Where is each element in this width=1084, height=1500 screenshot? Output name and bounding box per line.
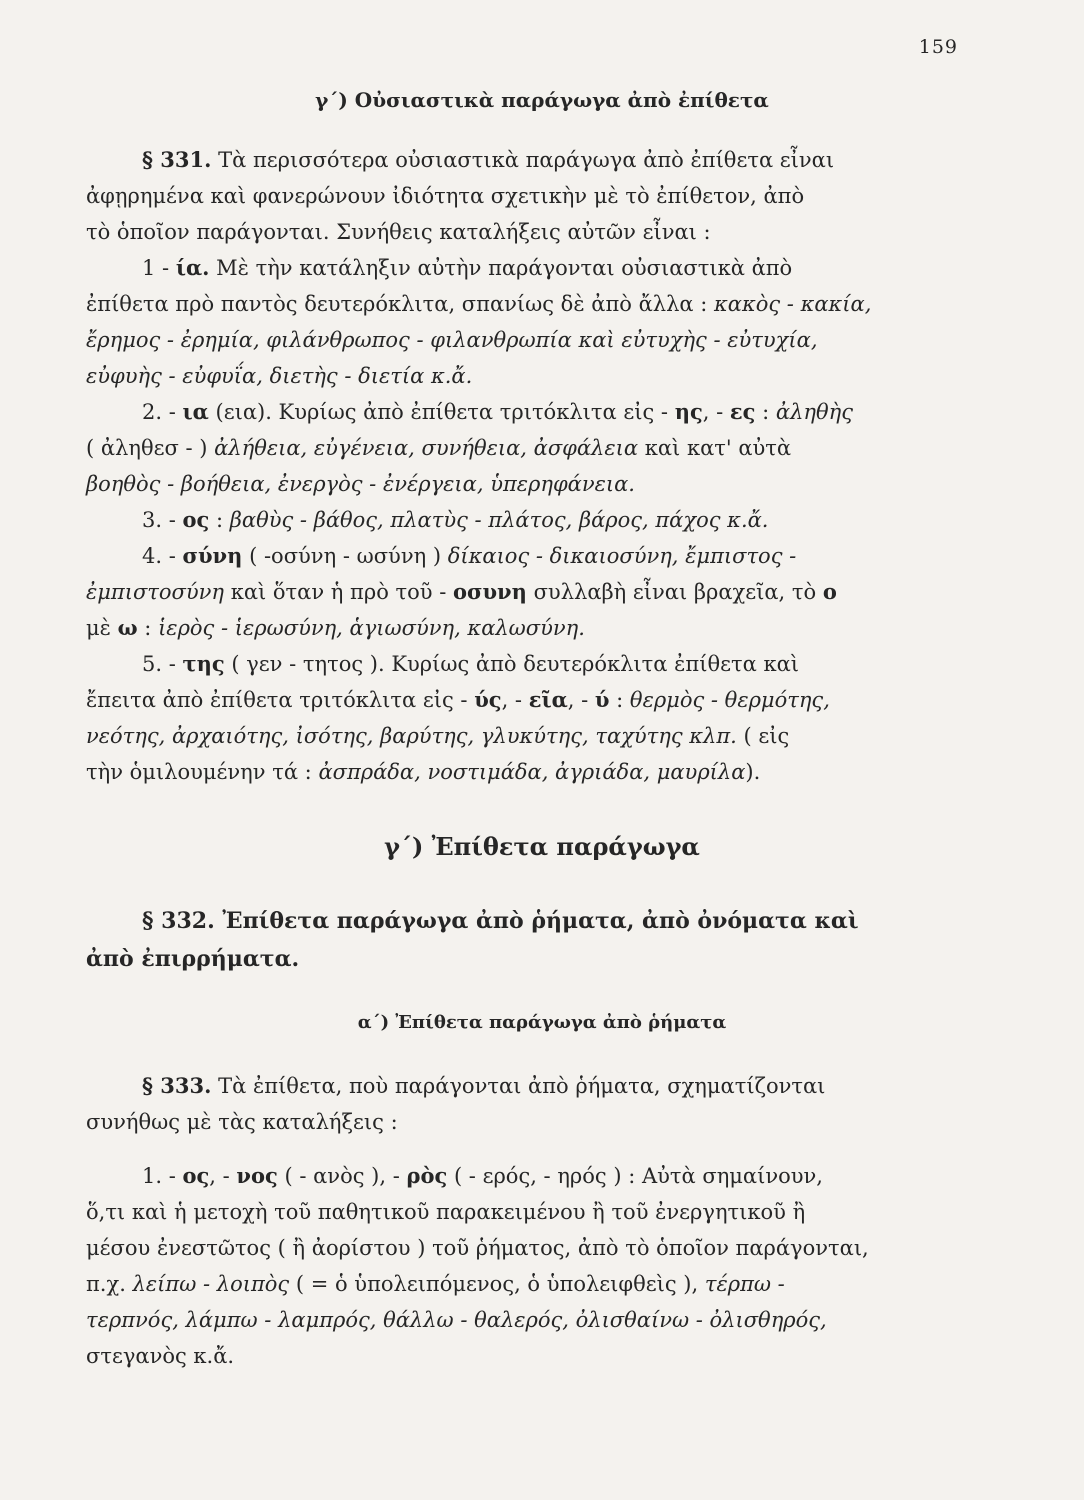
paragraph-333-item-1 xyxy=(86,1158,946,1374)
list-item: 3. - ος : βαθὺς - βάθος, πλατὺς - πλάτος, βάρος, πάχος κ.ἄ. xyxy=(142,507,769,532)
text-line: ἔρημος - ἐρημία, φιλάνθρωπος - φιλανθρωπία καὶ εὐτυχὴς - εὐτυχία, xyxy=(86,328,818,352)
text-line: π.χ. λείπω - λοιπὸς ( = ὁ ὑπολειπόμενος, ὁ ὑπολειφθεὶς ), τέρπω - xyxy=(86,1272,785,1296)
text-line: νεότης, ἀρχαιότης, ἰσότης, βαρύτης, γλυκύτης, ταχύτης κλπ. ( εἰς xyxy=(86,724,790,748)
list-item: 1. - ος, - νος ( - ανὸς ), - ρὸς ( - ερός, - ηρός ) : Αὐτὰ σημαίνουν, xyxy=(142,1163,823,1188)
text-line: ὅ,τι καὶ ἡ μετοχὴ τοῦ παθητικοῦ παρακειμένου ἢ τοῦ ἐνεργητικοῦ ἢ xyxy=(86,1200,806,1224)
text-line: § 332. Ἐπίθετα παράγωγα ἀπὸ ῥήματα, ἀπὸ ὀνόματα καὶ xyxy=(142,908,859,934)
text-line: μὲ ω : ἱερὸς - ἱερωσύνη, ἁγιωσύνη, καλωσύνη. xyxy=(86,615,585,640)
text-line: § 331. Τὰ περισσότερα οὐσιαστικὰ παράγωγα ἀπὸ ἐπίθετα εἶναι xyxy=(142,147,835,172)
text-line: τὴν ὁμιλουμένην τά : ἀσπράδα, νοστιμάδα, ἀγριάδα, μαυρίλα). xyxy=(86,760,761,784)
section-title-adjectives-from-verbs: α΄) Ἐπίθετα παράγωγα ἀπὸ ῥήματα xyxy=(357,1012,727,1033)
list-item: 2. - ια (εια). Κυρίως ἀπὸ ἐπίθετα τριτόκλιτα εἰς - ης, - ες : ἀληθὴς xyxy=(142,399,853,424)
list-item: 1 - ία. Μὲ τὴν κατάληξιν αὐτὴν παράγονται οὐσιαστικὰ ἀπὸ xyxy=(142,255,793,280)
text-line: στεγανὸς κ.ἄ. xyxy=(86,1344,235,1368)
page-number: 159 xyxy=(918,36,958,58)
list-item: 4. - σύνη ( -οσύνη - ωσύνη ) δίκαιος - δικαιοσύνη, ἔμπιστος - xyxy=(142,543,797,568)
text-line: ἐπίθετα πρὸ παντὸς δευτερόκλιτα, σπανίως δὲ ἀπὸ ἄλλα : κακὸς - κακία, xyxy=(86,292,872,316)
paragraph-332 xyxy=(86,902,946,978)
paragraph-331 xyxy=(86,142,946,790)
text-line: § 333. Τὰ ἐπίθετα, ποὺ παράγονται ἀπὸ ῥήματα, σχηματίζονται xyxy=(142,1073,826,1098)
text-line: εὐφυὴς - εὐφυΐα, διετὴς - διετία κ.ἄ. xyxy=(86,364,473,388)
text-line: ἀφῃρημένα καὶ φανερώνουν ἰδιότητα σχετικὴν μὲ τὸ ἐπίθετον, ἀπὸ xyxy=(86,184,805,208)
section-title-nouns-from-adjectives: γ΄) Οὐσιαστικὰ παράγωγα ἀπὸ ἐπίθετα xyxy=(315,88,769,112)
paragraph-number: § 331. xyxy=(142,147,212,172)
text-line: συνήθως μὲ τὰς καταλήξεις : xyxy=(86,1110,398,1134)
paragraph-333 xyxy=(86,1068,946,1140)
text-line: τὸ ὁποῖον παράγονται. Συνήθεις καταλήξεις αὐτῶν εἶναι : xyxy=(86,220,711,244)
text-line: ἀπὸ ἐπιρρήματα. xyxy=(86,946,300,972)
text-line: ( ἀληθεσ - ) ἀλήθεια, εὐγένεια, συνήθεια, ἀσφάλεια καὶ κατ' αὐτὰ xyxy=(86,436,792,460)
section-title-derived-adjectives: γ΄) Ἐπίθετα παράγωγα xyxy=(384,832,700,861)
list-item: 5. - της ( γεν - τητος ). Κυρίως ἀπὸ δευτερόκλιτα ἐπίθετα καὶ xyxy=(142,651,799,676)
text-line: ἐμπιστοσύνη καὶ ὅταν ἡ πρὸ τοῦ - οσυνη συλλαβὴ εἶναι βραχεῖα, τὸ ο xyxy=(86,579,837,604)
paragraph-number: § 332. xyxy=(142,908,215,934)
text-line: βοηθὸς - βοήθεια, ἐνεργὸς - ἐνέργεια, ὑπερηφάνεια. xyxy=(86,472,635,496)
text-line: ἔπειτα ἀπὸ ἐπίθετα τριτόκλιτα εἰς - ύς, - εῖα, - ύ : θερμὸς - θερμότης, xyxy=(86,687,830,712)
paragraph-number: § 333. xyxy=(142,1073,212,1098)
text-line: τερπνός, λάμπω - λαμπρός, θάλλω - θαλερός, ὀλισθαίνω - ὀλισθηρός, xyxy=(86,1308,827,1332)
text-line: μέσου ἐνεστῶτος ( ἢ ἀορίστου ) τοῦ ῥήματος, ἀπὸ τὸ ὁποῖον παράγονται, xyxy=(86,1236,869,1260)
